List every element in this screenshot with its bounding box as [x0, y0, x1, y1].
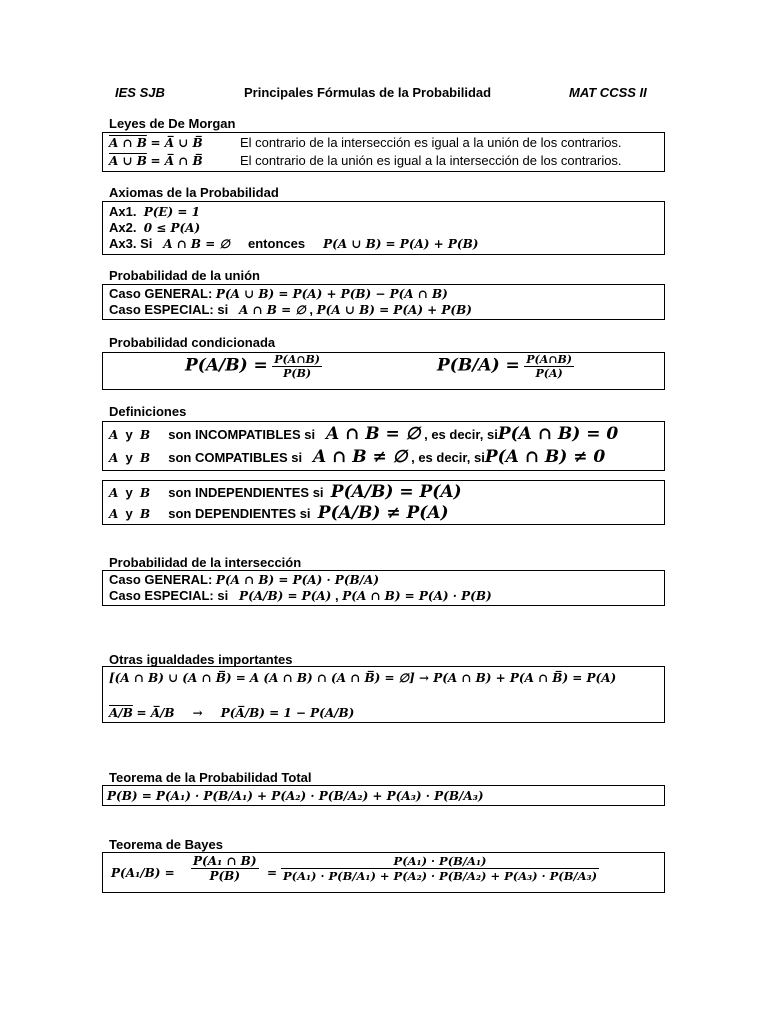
demorgan-formula-1: A ∩ B = A̅ ∪ B̅ — [109, 136, 203, 150]
union-box — [102, 284, 665, 320]
section-heading-demorgan: Leyes de De Morgan — [109, 116, 236, 131]
section-heading-total: Teorema de la Probabilidad Total — [109, 770, 312, 785]
section-heading-interseccion: Probabilidad de la intersección — [109, 555, 302, 570]
section-heading-axiomas: Axiomas de la Probabilidad — [109, 185, 279, 200]
def-dependientes: A y B son DEPENDIENTES si P(A/B) ≠ P(A) — [109, 503, 449, 523]
demorgan-text-2: El contrario de la unión es igual a la intersección de los contrarios. — [240, 153, 622, 168]
section-heading-condicionada: Probabilidad condicionada — [109, 335, 276, 350]
axiom-2: Ax2. 0 ≤ P(A) — [109, 220, 201, 235]
otras-box — [102, 666, 665, 723]
section-heading-otras: Otras igualdades importantes — [109, 652, 293, 667]
course-name: MAT CCSS II — [569, 85, 647, 100]
bayes-equals: = — [267, 866, 278, 880]
interseccion-especial: Caso ESPECIAL: si P(A/B) = P(A) , P(A ∩ B) = P(A) · P(B) — [109, 588, 492, 603]
def-incompatibles: A y B son INCOMPATIBLES si A ∩ B = ∅ , es decir, siP(A ∩ B) = 0 — [109, 424, 619, 444]
bayes-box — [102, 852, 665, 893]
def-compatibles: A y B son COMPATIBLES si A ∩ B ≠ ∅ , es decir, siP(A ∩ B) ≠ 0 — [109, 447, 606, 467]
demorgan-formula-2: A ∪ B = A̅ ∩ B̅ — [109, 154, 203, 168]
union-especial: Caso ESPECIAL: si A ∩ B = ∅ , P(A ∪ B) = P(A) + P(B) — [109, 302, 472, 317]
demorgan-box — [102, 132, 665, 172]
interseccion-box — [102, 570, 665, 606]
bayes-lhs: P(A₁/B) = — [111, 866, 175, 880]
school-name: IES SJB — [115, 85, 165, 100]
bayes-fraction-1: $\frac{\text{P(A₁ ∩ B)}}{P(B)}$ — [193, 854, 257, 883]
conditional-formula-ab: P(A/B) = $\frac{P(A\cap B)}{P(B)}$ — [185, 353, 320, 380]
axiom-1: Ax1. P(E) = 1 — [109, 204, 200, 219]
section-heading-union: Probabilidad de la unión — [109, 268, 260, 283]
union-general: Caso GENERAL: P(A ∪ B) = P(A) + P(B) − P(A ∩ B) — [109, 286, 448, 301]
demorgan-text-1: El contrario de la intersección es igual a la unión de los contrarios. — [240, 135, 622, 150]
section-heading-bayes: Teorema de Bayes — [109, 837, 223, 852]
otras-line-2: A/B = A̅/B → P(A̅/B) = 1 − P(A/B) — [109, 706, 355, 720]
axiom-3: Ax3. Si A ∩ B = ∅ entonces P(A ∪ B) = P(A) + P(B) — [109, 236, 479, 251]
condicionada-box — [102, 352, 665, 390]
section-heading-definiciones: Definiciones — [109, 404, 187, 419]
definiciones-box-1 — [102, 421, 665, 471]
otras-line-1: [(A ∩ B) ∪ (A ∩ B̅) = A (A ∩ B) ∩ (A ∩ B̅) = ∅] → P(A ∩ B) + P(A ∩ B̅) = P(A) — [109, 671, 617, 685]
page-title: Principales Fórmulas de la Probabilidad — [244, 85, 492, 100]
bayes-fraction-2: $\frac{\text{P(A₁) · P(B/A₁)}}{\text{P(A₁) · P(B/A₁) + P(A₂) · P(B/A₂) + P(A₃) · P(B/A₃)}}$ — [283, 854, 598, 883]
interseccion-general: Caso GENERAL: P(A ∩ B) = P(A) · P(B/A) — [109, 572, 380, 587]
def-independientes: A y B son INDEPENDIENTES si P(A/B) = P(A) — [109, 482, 462, 502]
total-box — [102, 785, 665, 806]
total-formula: P(B) = P(A₁) · P(B/A₁) + P(A₂) · P(B/A₂) + P(A₃) · P(B/A₃) — [107, 789, 484, 803]
definiciones-box-2 — [102, 480, 665, 525]
conditional-formula-ba: P(B/A) = $\frac{P(A\cap B)}{P(A)}$ — [437, 353, 572, 380]
axiomas-box — [102, 201, 665, 255]
